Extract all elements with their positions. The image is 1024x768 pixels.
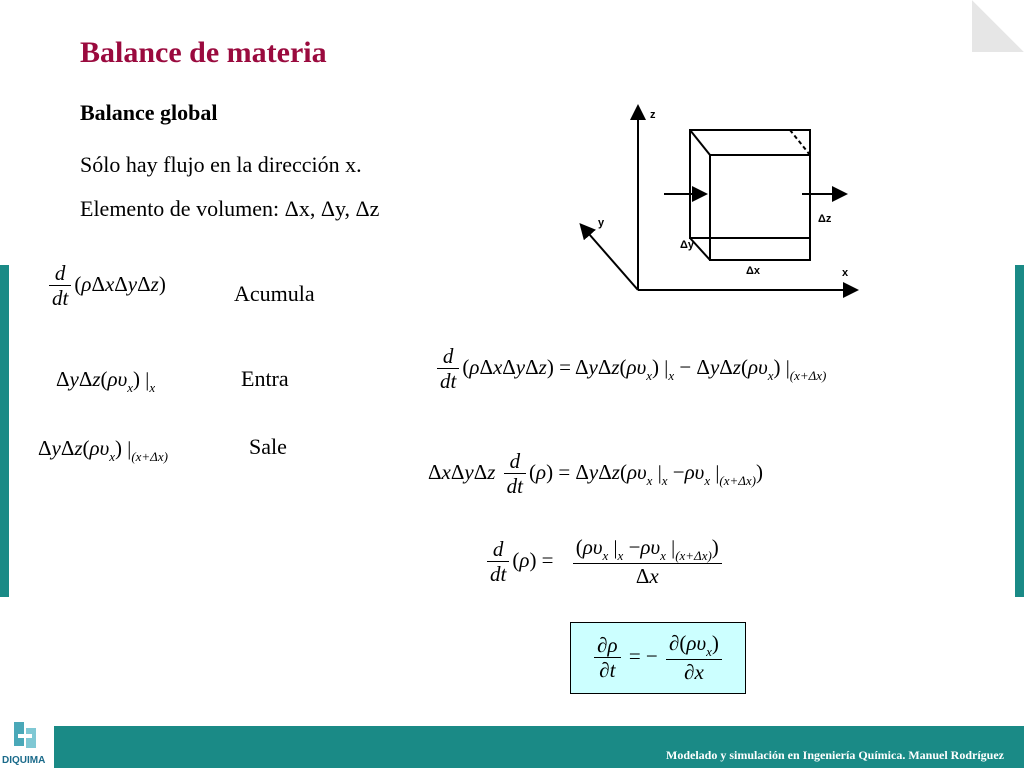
page-fold-corner <box>972 0 1024 52</box>
left-accent-bar <box>0 265 9 597</box>
dim-label-dy: Δy <box>680 239 695 251</box>
outflow-term: $\Delta y\Delta z(\rho\upsilon_x)$ $|_{(x+\Delta x)}$ <box>38 436 168 464</box>
continuity-equation: $\frac{\partial\rho}{\partial t}$ = − $\frac{\partial(\rho\upsilon_x)}{\partial x}$ <box>591 632 725 684</box>
cube-front-face <box>710 155 810 260</box>
dim-label-dz: Δz <box>818 213 832 225</box>
cube-back-face <box>690 130 810 238</box>
balance-equation-3: $\frac{d}{dt}$ (ρ) = $\frac{(\rho\upsilon_x |_x -\rho\upsilon_x |_{(x+\Delta x)})}{\Delta x}$ <box>484 536 725 588</box>
continuity-equation-box <box>570 622 746 694</box>
footer-credit: Modelado y simulación en Ingeniería Química. Manuel Rodríguez <box>666 748 1004 762</box>
axis-label-z: z <box>650 109 656 121</box>
slide-title: Balance de materia <box>80 36 327 69</box>
right-accent-bar <box>1015 265 1024 597</box>
y-axis <box>582 226 638 290</box>
entra-label: Entra <box>241 366 289 391</box>
balance-equation-2: ΔxΔyΔz $\frac{d}{dt}$ $(\rho) = \Delta y\Delta z(\rho\upsilon_x$ $|_x -\rho\upsilon_x$ $|_{(x+\Delta x)}$) <box>428 449 763 499</box>
slide-subtitle: Balance global <box>80 100 218 125</box>
accumulation-term: $\frac{d}{dt}$ (ρΔxΔyΔz) <box>46 262 166 310</box>
dim-label-dx: Δx <box>746 265 761 277</box>
footer-bar <box>0 726 1024 768</box>
control-volume-diagram <box>570 98 870 298</box>
acumula-label: Acumula <box>234 281 315 306</box>
diquima-logo <box>0 718 54 768</box>
axis-label-x: x <box>842 267 849 279</box>
axis-label-y: y <box>598 217 605 229</box>
sale-label: Sale <box>249 434 287 459</box>
balance-equation-1: $\frac{d}{dt}$ $(\rho\Delta x\Delta y\Delta z) = \Delta y\Delta z(\rho\upsilon_x) |_x - \Delta y\Delta z(\rho\upsilon_x)$ $|_{(x+\Delta x)}$ <box>434 345 826 393</box>
inflow-term: $\Delta y\Delta z(\rho\upsilon_x)$ $|_x$ <box>56 367 156 395</box>
flow-direction-text: Sólo hay flujo en la dirección x. <box>80 152 362 177</box>
volume-element-text: Elemento de volumen: Δx, Δy, Δz <box>80 196 380 221</box>
logo-label: DIQUIMA <box>2 755 46 766</box>
diquima-logo-icon <box>10 720 44 752</box>
